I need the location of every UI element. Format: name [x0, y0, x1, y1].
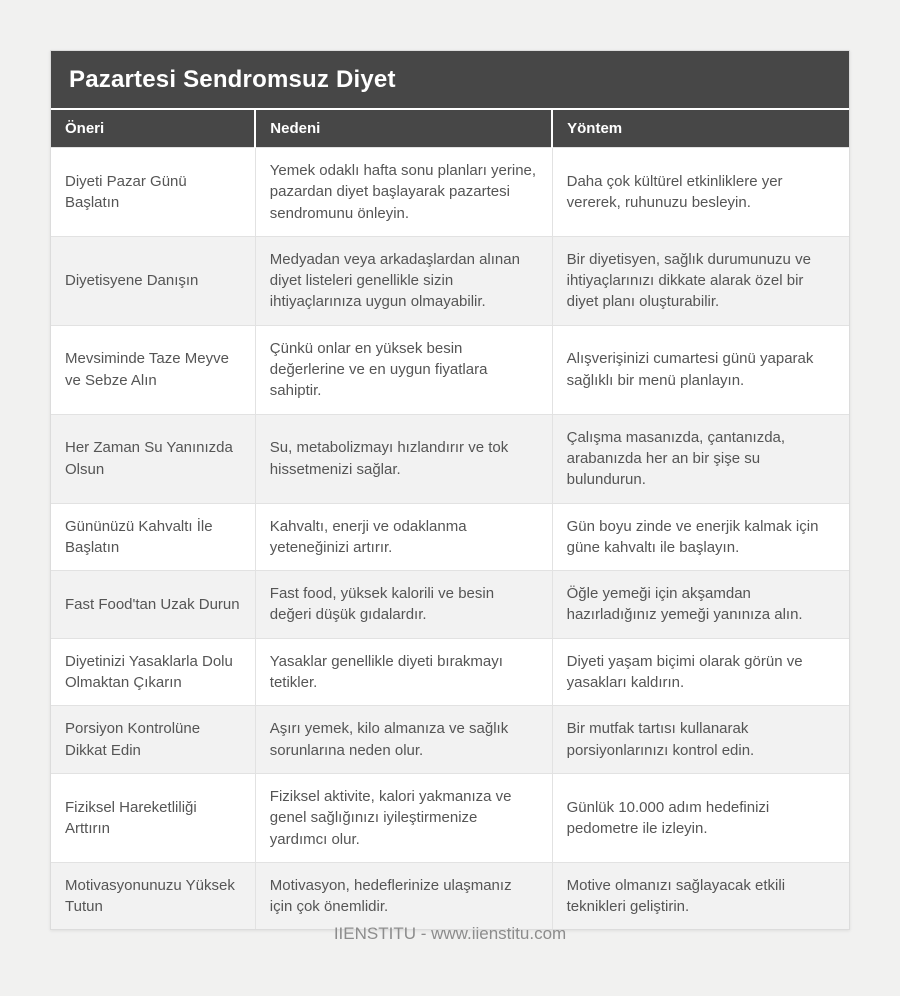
- cell-oneri: Diyetinizi Yasaklarla Dolu Olmaktan Çıkarın: [51, 638, 255, 706]
- cell-oneri: Fast Food'tan Uzak Durun: [51, 571, 255, 639]
- table-row: [51, 236, 849, 325]
- table-row: [51, 862, 849, 929]
- cell-oneri: Mevsiminde Taze Meyve ve Sebze Alın: [51, 325, 255, 414]
- cell-oneri: Diyetisyene Danışın: [51, 236, 255, 325]
- diet-table-card: [50, 50, 850, 930]
- cell-oneri: Porsiyon Kontrolüne Dikkat Edin: [51, 706, 255, 774]
- table-body: [51, 148, 849, 930]
- table-row: [51, 773, 849, 862]
- cell-oneri: Diyeti Pazar Günü Başlatın: [51, 148, 255, 237]
- table-header: [51, 110, 849, 148]
- cell-yontem: Öğle yemeği için akşamdan hazırladığınız yemeği yanınıza alın.: [552, 571, 849, 639]
- page-title: Pazartesi Sendromsuz Diyet: [51, 51, 849, 110]
- table-row: [51, 325, 849, 414]
- cell-yontem: Alışverişinizi cumartesi günü yaparak sağlıklı bir menü planlayın.: [552, 325, 849, 414]
- footer-credit: IIENSTITU - www.iienstitu.com: [333, 924, 567, 943]
- table-row: [51, 571, 849, 639]
- cell-oneri: Gününüzü Kahvaltı İle Başlatın: [51, 503, 255, 571]
- cell-nedeni: Yemek odaklı hafta sonu planları yerine, pazardan diyet başlayarak pazartesi sendromunu önleyin.: [255, 148, 552, 237]
- cell-oneri: Motivasyonunuzu Yüksek Tutun: [51, 862, 255, 929]
- cell-yontem: Daha çok kültürel etkinliklere yer vererek, ruhunuzu besleyin.: [552, 148, 849, 237]
- column-header-nedeni: Nedeni: [255, 110, 552, 148]
- cell-nedeni: Motivasyon, hedeflerinize ulaşmanız için çok önemlidir.: [255, 862, 552, 929]
- cell-oneri: Her Zaman Su Yanınızda Olsun: [51, 414, 255, 503]
- cell-yontem: Gün boyu zinde ve enerjik kalmak için güne kahvaltı ile başlayın.: [552, 503, 849, 571]
- cell-yontem: Günlük 10.000 adım hedefinizi pedometre ile izleyin.: [552, 773, 849, 862]
- cell-nedeni: Medyadan veya arkadaşlardan alınan diyet listeleri genellikle sizin ihtiyaçlarınıza uygun olmayabilir.: [255, 236, 552, 325]
- cell-nedeni: Fast food, yüksek kalorili ve besin değeri düşük gıdalardır.: [255, 571, 552, 639]
- column-header-oneri: Öneri: [51, 110, 255, 148]
- column-header-yontem: Yöntem: [552, 110, 849, 148]
- cell-yontem: Motive olmanızı sağlayacak etkili teknikleri geliştirin.: [552, 862, 849, 929]
- cell-nedeni: Çünkü onlar en yüksek besin değerlerine ve en uygun fiyatlara sahiptir.: [255, 325, 552, 414]
- cell-oneri: Fiziksel Hareketliliği Arttırın: [51, 773, 255, 862]
- diet-table: [51, 110, 849, 929]
- table-row: [51, 706, 849, 774]
- cell-nedeni: Yasaklar genellikle diyeti bırakmayı tetikler.: [255, 638, 552, 706]
- cell-yontem: Diyeti yaşam biçimi olarak görün ve yasakları kaldırın.: [552, 638, 849, 706]
- cell-nedeni: Su, metabolizmayı hızlandırır ve tok hissetmenizi sağlar.: [255, 414, 552, 503]
- table-row: [51, 414, 849, 503]
- table-row: [51, 503, 849, 571]
- cell-yontem: Çalışma masanızda, çantanızda, arabanızda her an bir şişe su bulundurun.: [552, 414, 849, 503]
- cell-nedeni: Kahvaltı, enerji ve odaklanma yeteneğinizi artırır.: [255, 503, 552, 571]
- cell-nedeni: Aşırı yemek, kilo almanıza ve sağlık sorunlarına neden olur.: [255, 706, 552, 774]
- cell-nedeni: Fiziksel aktivite, kalori yakmanıza ve genel sağlığınızı iyileştirmenize yardımcı olur.: [255, 773, 552, 862]
- cell-yontem: Bir diyetisyen, sağlık durumunuzu ve ihtiyaçlarınızı dikkate alarak özel bir diyet planı oluşturabilir.: [552, 236, 849, 325]
- cell-yontem: Bir mutfak tartısı kullanarak porsiyonlarınızı kontrol edin.: [552, 706, 849, 774]
- table-row: [51, 148, 849, 237]
- table-row: [51, 638, 849, 706]
